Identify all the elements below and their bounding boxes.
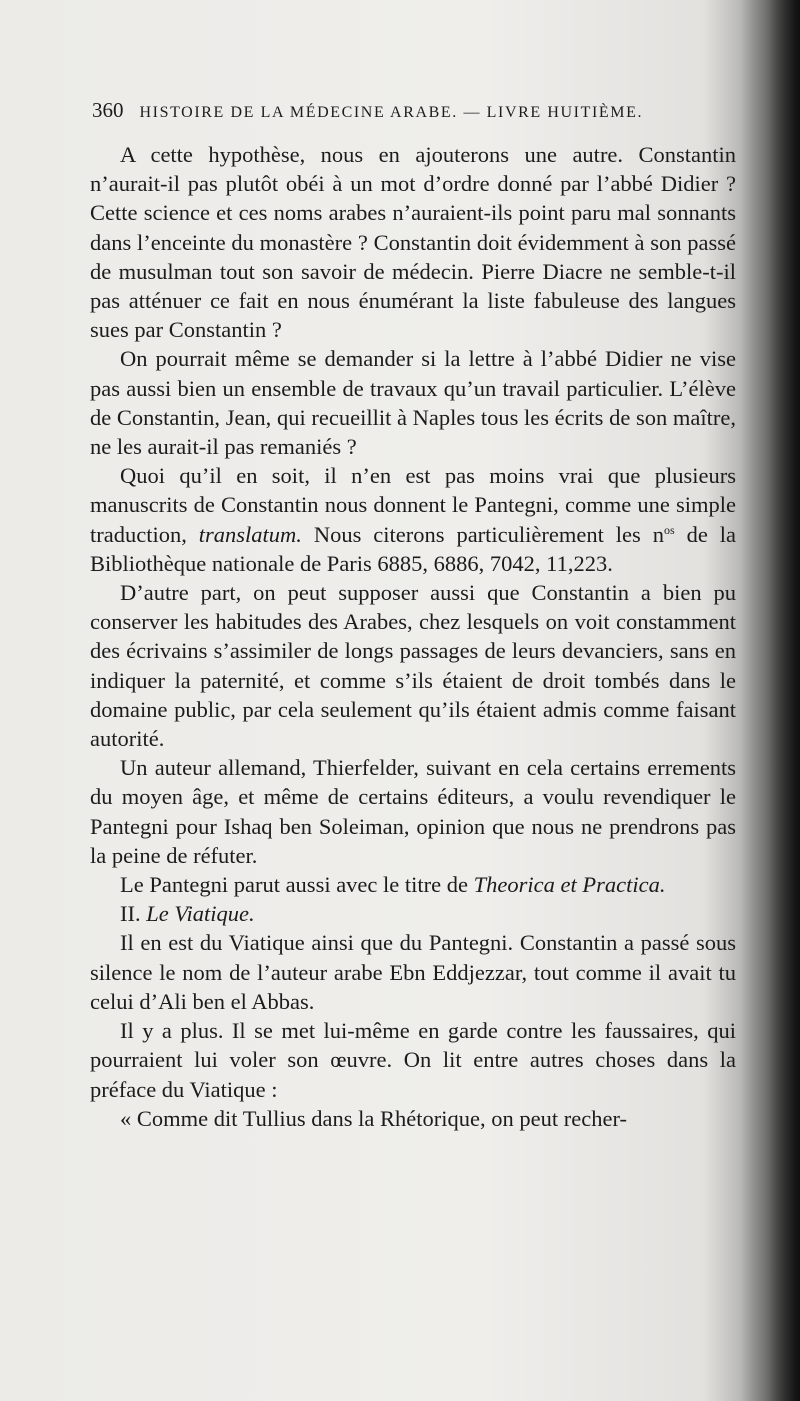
text-run: de la Bibliothèque nationale de Paris 6885, 6886, 7042, 11,223.	[90, 521, 736, 576]
section-number: II.	[120, 901, 141, 927]
italic-term: translatum.	[198, 521, 302, 547]
text-run: Quoi qu’il en soit, il n’en est pas moins vrai que plusieurs manuscrits de Constantin nous donnent le Pantegni, comme une simple traduction,	[90, 463, 736, 547]
paragraph: On pourrait même se demander si la lettre à l’abbé Didier ne vise pas aussi bien un ensemble de travaux qu’un travail particulier. L’élève de Constantin, Jean, qui recueillit à Naples tous les écrits de son maître, ne les aurait-il pas remaniés ?	[90, 346, 736, 460]
paragraph	[90, 461, 736, 578]
paragraph: A cette hypothèse, nous en ajouterons une autre. Constantin n’aurait-il pas plutôt obéi à un mot d’ordre donné par l’abbé Didier ? Cette science et ces noms arabes n’auraient-ils point paru mal sonnants dans l’enceinte du monastère ? Constantin doit évidemment à son passé de musulman tout son savoir de médecin. Pierre Diacre ne semble-t-il pas atténuer ce fait en nous énumérant la liste fabuleuse des langues sues par Constantin ?	[90, 142, 736, 343]
italic-title: Theorica et Practica.	[473, 872, 666, 898]
running-title: HISTOIRE DE LA MÉDECINE ARABE. — LIVRE HUITIÈME.	[139, 104, 644, 121]
text-run: Nous citerons particulièrement les n	[301, 521, 664, 547]
page-number: 360	[92, 98, 124, 122]
running-header	[92, 98, 702, 123]
text-run: Le Pantegni parut aussi avec le titre de	[120, 872, 474, 898]
section-heading	[90, 899, 736, 928]
binding-shadow	[740, 0, 800, 1401]
paragraph	[90, 870, 736, 899]
paragraph: Il y a plus. Il se met lui-même en garde contre les faussaires, qui pourraient lui voler son œuvre. On lit entre autres choses dans la préface du Viatique :	[90, 1018, 736, 1102]
paragraph: Il en est du Viatique ainsi que du Pantegni. Constantin a passé sous silence le nom de l’auteur arabe Ebn Eddjezzar, tout comme il avait tu celui d’Ali ben el Abbas.	[90, 930, 736, 1014]
paragraph: « Comme dit Tullius dans la Rhétorique, on peut recher-	[120, 1105, 627, 1131]
body-text	[90, 140, 736, 1133]
paragraph: D’autre part, on peut supposer aussi que Constantin a bien pu conserver les habitudes des Arabes, chez lesquels on voit constamment des écrivains s’assimiler de longs passages de leurs devanciers, sans en indiquer la paternité, et comme s’ils étaient de droit tombés dans le domaine public, par cela seulement qu’ils étaient admis comme faisant autorité.	[90, 580, 736, 752]
section-title: Le Viatique.	[146, 901, 255, 927]
paragraph: Un auteur allemand, Thierfelder, suivant en cela certains errements du moyen âge, et même de certains éditeurs, a voulu revendiquer le Pantegni pour Ishaq ben Soleiman, opinion que nous ne prendrons pas la peine de réfuter.	[90, 755, 736, 868]
superscript: os	[663, 522, 675, 537]
